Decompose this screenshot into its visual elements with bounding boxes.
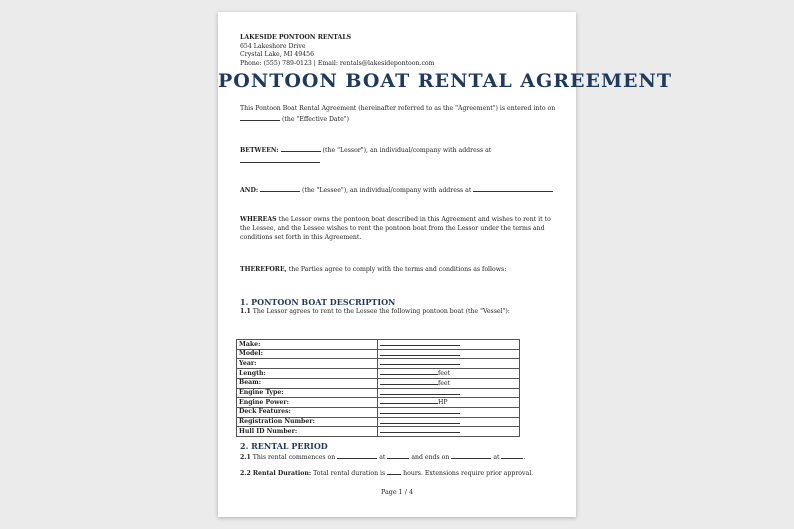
company-address-line1: 654 Lakeshore Drive (240, 42, 306, 50)
intro-paragraph (240, 105, 558, 125)
vessel-value-blank[interactable] (380, 379, 438, 385)
vessel-value-blank[interactable] (380, 350, 460, 356)
section-2-heading: 2. RENTAL PERIOD (240, 441, 328, 451)
clause-2-1-text-d: at (493, 454, 500, 461)
whereas-paragraph (240, 216, 558, 243)
vessel-field-value[interactable] (378, 349, 520, 359)
vessel-field-label: Make: (237, 340, 378, 350)
page-number: Page 1 / 4 (380, 488, 414, 496)
vessel-field-value[interactable] (378, 378, 520, 388)
vessel-value-blank[interactable] (380, 389, 460, 395)
vessel-unit-suffix: feet (438, 370, 451, 378)
lessee-address-blank[interactable] (473, 185, 553, 192)
vessel-row (237, 417, 520, 427)
vessel-field-label: Deck Features: (237, 407, 378, 417)
intro-text: This Pontoon Boat Rental Agreement (hereinafter referred to as the "Agreement") is entered into on (240, 105, 556, 112)
clause-2-2 (240, 468, 558, 479)
and-label: AND: (240, 187, 259, 194)
vessel-field-label: Engine Type: (237, 388, 378, 398)
company-header (240, 34, 556, 68)
start-date-blank[interactable] (337, 452, 377, 459)
therefore-paragraph (240, 266, 558, 275)
vessel-value-blank[interactable] (380, 369, 438, 375)
end-date-blank[interactable] (451, 452, 491, 459)
vessel-row (237, 369, 520, 379)
vessel-row (237, 340, 520, 350)
clause-2-1-text-b: at (379, 454, 386, 461)
vessel-field-value[interactable] (378, 407, 520, 417)
vessel-details-table (236, 339, 520, 437)
vessel-field-value[interactable] (378, 388, 520, 398)
vessel-value-blank[interactable] (380, 427, 460, 433)
vessel-row (237, 398, 520, 408)
vessel-row (237, 359, 520, 369)
vessel-value-blank[interactable] (380, 359, 460, 365)
vessel-row (237, 427, 520, 437)
clause-1-1-number: 1.1 (240, 308, 251, 315)
vessel-field-label: Model: (237, 349, 378, 359)
vessel-field-label: Hull ID Number: (237, 427, 378, 437)
clause-2-2-text-a: Total rental duration is (313, 470, 386, 477)
clause-1-1 (240, 308, 558, 317)
therefore-label: THEREFORE, (240, 266, 287, 273)
vessel-field-label: Beam: (237, 378, 378, 388)
company-name: LAKESIDE PONTOON RENTALS (240, 34, 352, 41)
end-time-blank[interactable] (501, 452, 523, 459)
intro-effective-date: (the "Effective Date") (281, 115, 350, 123)
vessel-row (237, 388, 520, 398)
vessel-field-value[interactable] (378, 359, 520, 369)
vessel-row (237, 407, 520, 417)
clause-2-1: 2.1 This rental commences on at and ends on at . (240, 454, 526, 461)
whereas-label: WHEREAS (240, 216, 277, 223)
therefore-text: the Parties agree to comply with the terms and conditions as follows: (288, 266, 507, 273)
and-text: (the "Lessee"), an individual/company with address at (302, 187, 472, 194)
clause-2-1-number: 2.1 (240, 454, 251, 461)
duration-hours-blank[interactable] (387, 468, 401, 475)
lessee-name-blank[interactable] (260, 185, 300, 192)
vessel-field-label: Engine Power: (237, 398, 378, 408)
start-time-blank[interactable] (387, 452, 409, 459)
section-1-heading: 1. PONTOON BOAT DESCRIPTION (240, 297, 396, 307)
clause-2-1-text-a: This rental commences on (252, 454, 336, 461)
between-paragraph (240, 145, 558, 167)
vessel-row (237, 349, 520, 359)
lessor-address-blank[interactable] (240, 156, 320, 163)
vessel-field-value[interactable] (378, 398, 520, 408)
between-label: BETWEEN: (240, 147, 279, 154)
company-contact: Phone: (555) 789-0123 | Email: rentals@lakesidepontoon.com (240, 59, 435, 67)
vessel-field-value[interactable] (378, 427, 520, 437)
vessel-unit-suffix: HP (438, 399, 448, 407)
clause-2-1-text-c: and ends on (411, 454, 450, 461)
clause-2-2-text-b: hours. Extensions require prior approval. (403, 470, 534, 477)
and-paragraph (240, 185, 558, 196)
vessel-field-label: Year: (237, 359, 378, 369)
clause-1-1-text: The Lessor agrees to rent to the Lessee the following pontoon boat (the "Vessel"): (252, 308, 510, 315)
vessel-field-value[interactable] (378, 369, 520, 379)
vessel-field-value[interactable] (378, 417, 520, 427)
document-page (218, 12, 673, 517)
whereas-text: the Lessor owns the pontoon boat described in this Agreement and wishes to rent it to the Lessee, and the Lessee wishes to rent the pontoon boat from the Lessor under the terms and conditions set forth in this Agreement. (240, 216, 551, 241)
vessel-value-blank[interactable] (380, 408, 460, 414)
vessel-field-value[interactable] (378, 340, 520, 350)
vessel-field-label: Registration Number: (237, 417, 378, 427)
vessel-value-blank[interactable] (380, 418, 460, 424)
effective-date-blank[interactable] (240, 114, 280, 121)
company-address-line2: Crystal Lake, MI 49456 (240, 51, 315, 59)
vessel-value-blank[interactable] (380, 398, 438, 404)
vessel-row (237, 378, 520, 388)
vessel-unit-suffix: feet (438, 379, 451, 387)
between-text: (the "Lessor"), an individual/company with address at (322, 147, 492, 154)
document-title: PONTOON BOAT RENTAL AGREEMENT (218, 70, 673, 92)
lessor-name-blank[interactable] (281, 145, 321, 152)
clause-2-2-label: 2.2 Rental Duration: (240, 470, 312, 477)
vessel-field-label: Length: (237, 369, 378, 379)
vessel-value-blank[interactable] (380, 340, 460, 346)
